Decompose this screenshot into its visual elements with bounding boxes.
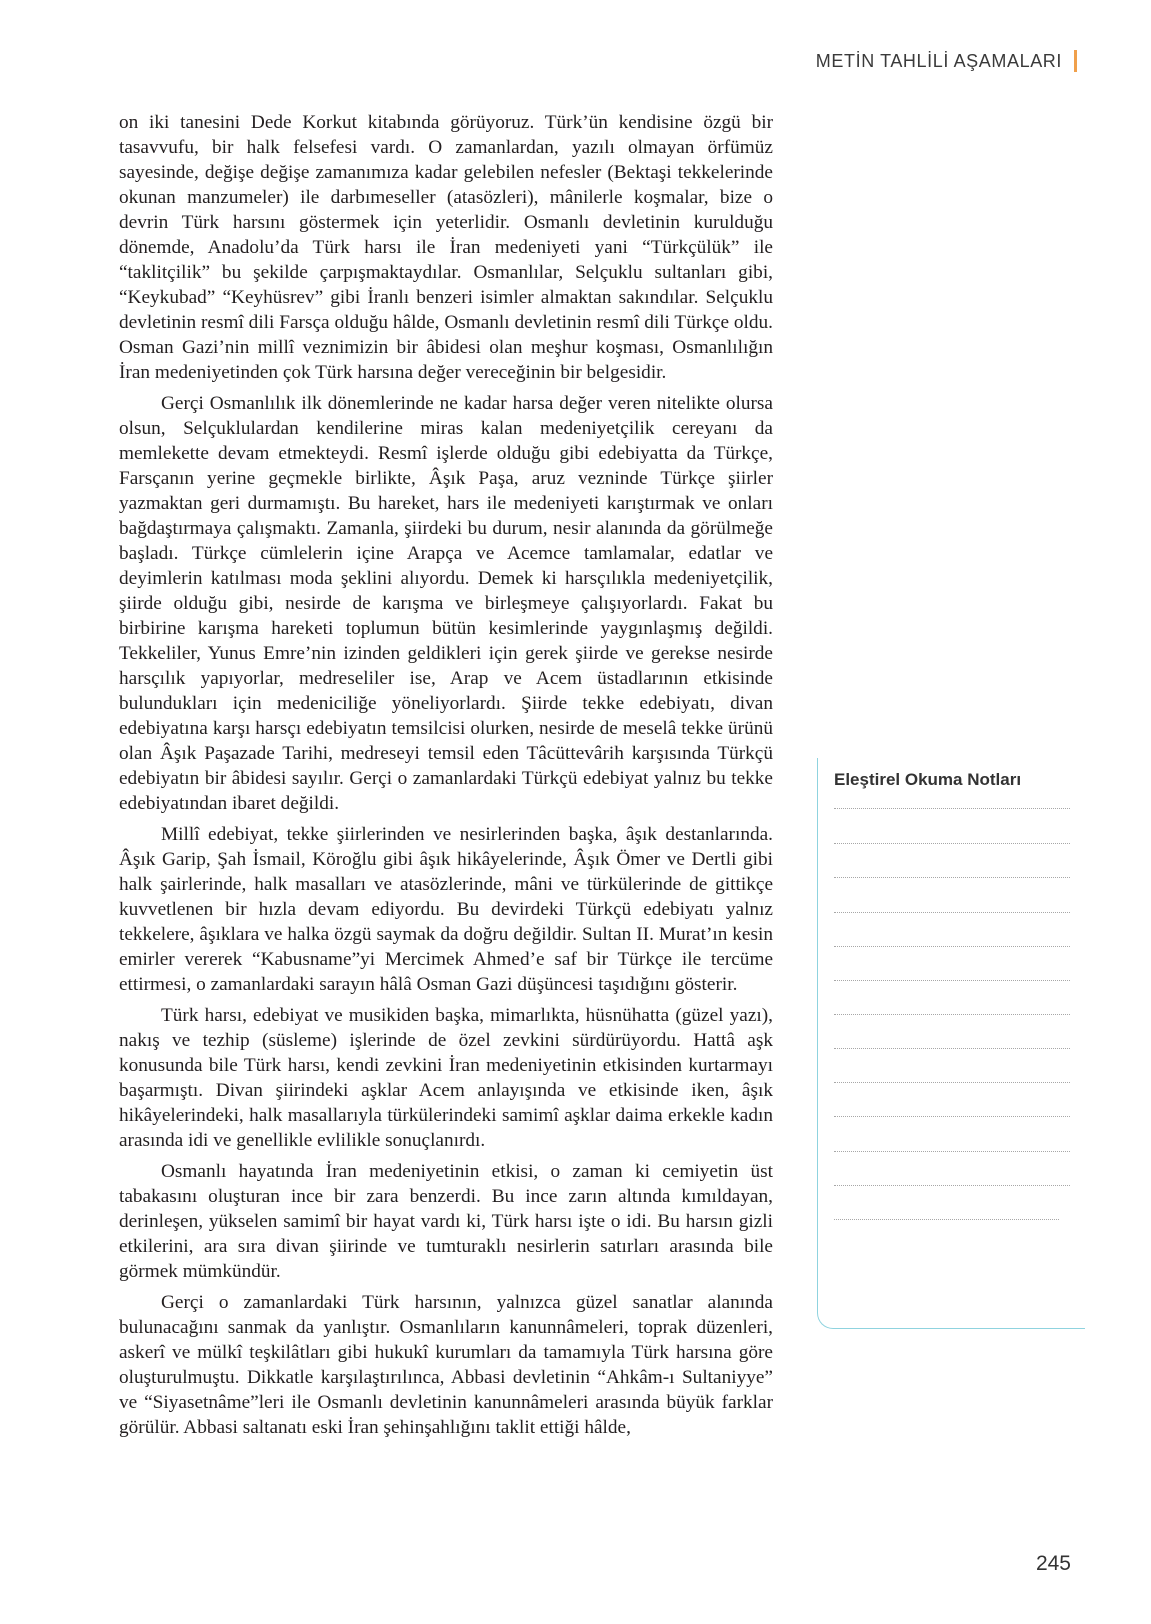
body-paragraph: Türk harsı, edebiyat ve musikiden başka, mimarlıkta, hüsnühatta (güzel yazı), nakış ve tezhip (süsleme) işlerinde de özel zevkini sürdürüyordu. Hattâ aşk konusunda bile Türk harsı, kendi zevkini İran medeniyetinin etkisinden kurtarmayı başarmıştı. Divan şiirindeki aşklar Acem anlayışında ve etkisinde iken, âşık hikâyelerindeki, halk masallarıyla türkülerindeki samimî aşklar daima erkekle kadın arasında idi ve genellikle evlilikle sonuçlanırdı. [119, 1005, 773, 1151]
critical-reading-notes-panel [817, 758, 1085, 1329]
note-line[interactable] [834, 1219, 1059, 1220]
header-accent-bar [1074, 50, 1077, 72]
note-line[interactable] [834, 808, 1070, 809]
note-line[interactable] [834, 980, 1070, 981]
note-line[interactable] [834, 1116, 1070, 1117]
note-line[interactable] [834, 1082, 1070, 1083]
note-line[interactable] [834, 1185, 1070, 1186]
notes-title: Eleştirel Okuma Notları [834, 770, 1022, 789]
main-text-column [119, 110, 773, 1446]
note-line[interactable] [834, 946, 1070, 947]
body-paragraph: Gerçi o zamanlardaki Türk harsının, yalnızca güzel sanatlar alanında bulunacağını sanmak da yanlıştır. Osmanlıların kanunnâmeleri, toprak düzenleri, askerî ve mülkî teşkilâtları gibi hukukî kurumları da tamamıyla Türk harsına göre oluşturulmuştu. Dikkatle karşılaştırılınca, Abbasi devletinin “Ahkâm-ı Sultaniyye” ve “Siyasetnâme”leri ile Osmanlı devletinin kanunnâmeleri arasında büyük farklar görülür. Abbasi saltanatı eski İran şehinşahlığını taklit ettiği hâlde, [119, 1292, 773, 1438]
body-paragraph: Millî edebiyat, tekke şiirlerinden ve nesirlerinden başka, âşık destanlarında. Âşık Garip, Şah İsmail, Köroğlu gibi âşık hikâyelerinde, Âşık Ömer ve Dertli gibi halk şairlerinde, halk masalları ve atasözlerinde, mâni ve türkülerinde de gittikçe kuvvetlenen bir hızla devam ediyordu. Bu devirdeki Türkçü edebiyatı yalnız tekkelere, âşıklara ve halka özgü saymak da doğru değildir. Sultan II. Murat’ın kesin emirler vererek “Kabusname”yi Mercimek Ahmed’e saf bir Türkçe ile tercüme ettirmesi, o zamanlardaki sarayın hâlâ Osman Gazi düşüncesi taşıdığını gösterir. [119, 824, 773, 995]
note-line[interactable] [834, 843, 1070, 844]
note-line[interactable] [834, 1048, 1070, 1049]
note-line[interactable] [834, 912, 1070, 913]
body-paragraph: Osmanlı hayatında İran medeniyetinin etkisi, o zaman ki cemiyetin üst tabakasını oluşturan ince bir zara benzerdi. Bu ince zarın altında kımıldayan, derinleşen, yükselen samimî bir hayat vardı ki, Türk harsı işte o idi. Bu harsın gizli etkilerini, ara sıra divan şiirinde ve tumturaklı nesirlerin satırları arasında bile görmek mümkündür. [119, 1161, 773, 1282]
page-number: 245 [1035, 1552, 1071, 1575]
body-paragraph: Gerçi Osmanlılık ilk dönemlerinde ne kadar harsa değer veren nitelikte olursa olsun, Selçuklulardan kendilerine miras kalan medeniyetçilik cereyanı da memlekette devam etmekteydi. Resmî işlerde olduğu gibi edebiyatta da Türkçe, Farsçanın yerine geçmekle birlikte, Âşık Paşa, aruz vezninde Türkçe şiirler yazmaktan geri durmamıştı. Bu hareket, hars ile medeniyeti karıştırmak ve onları bağdaştırmaya çalışmaktı. Zamanla, şiirdeki bu durum, nesir alanında da görülmeğe başladı. Türkçe cümlelerin içine Arapça ve Acemce tamlamalar, edatlar ve deyimlerin katılması moda şeklini alıyordu. Demek ki harsçılıkla medeniyetçilik, şiirde olduğu gibi, nesirde de karışma ve birleşmeye çalışıyorlardı. Fakat bu birbirine karışma hareketi toplumun bütün kesimlerinde yaygınlaşmış değildi. Tekkeliler, Yunus Emre’nin izinden geldikleri için gerek şiirde ve gerekse nesirde harsçılık yapıyorlar, medreseliler ise, Arap ve Acem üstadlarının etkisinde bulundukları için medeniciliğe yöneliyorlardı. Şiirde tekke edebiyatı, divan edebiyatına karşı harsçı edebiyatın temsilcisi olurken, nesirde de meselâ tekke ürünü olan Âşık Paşazade Tarihi, medreseyi temsil eden Tâcüttevârih karşısında Türkçü edebiyatın bir âbidesi sayılır. Gerçi o zamanlardaki Türkçü edebiyat yalnız bu tekke edebiyatından ibaret değildi. [119, 393, 773, 814]
note-line[interactable] [834, 1151, 1070, 1152]
running-header [816, 50, 1077, 72]
note-line[interactable] [834, 877, 1070, 878]
note-line[interactable] [834, 1014, 1070, 1015]
section-title: METİN TAHLİLİ AŞAMALARI [815, 50, 1062, 71]
body-paragraph: on iki tanesini Dede Korkut kitabında görüyoruz. Türk’ün kendisine özgü bir tasavvufu, bir halk felsefesi vardı. O zamanlardan, yazılı olmayan örfümüz sayesinde, değişe değişe zamanımıza kadar gelebilen nefesler (Bektaşi tekkelerinde okunan manzumeler) ile darbımeseller (atasözleri), mânilerle koşmalar, bize o devrin Türk harsını göstermek için yeterlidir. Osmanlı devletinin kurulduğu dönemde, Anadolu’da Türk harsı ile İran medeniyeti yani “Türkçülük” ile “taklitçilik” bu şekilde çarpışmaktaydılar. Osmanlılar, Selçuklu sultanları gibi, “Keykubad” “Keyhüsrev” gibi İranlı benzeri isimler almaktan sakındılar. Selçuklu devletinin resmî dili Farsça olduğu hâlde, Osmanlı devletinin resmî dili Türkçe oldu. Osman Gazi’nin millî veznimizin bir âbidesi olan meşhur koşması, Osmanlılığın İran medeniyetinden çok Türk harsına değer vereceğinin bir belgesidir. [119, 112, 773, 383]
